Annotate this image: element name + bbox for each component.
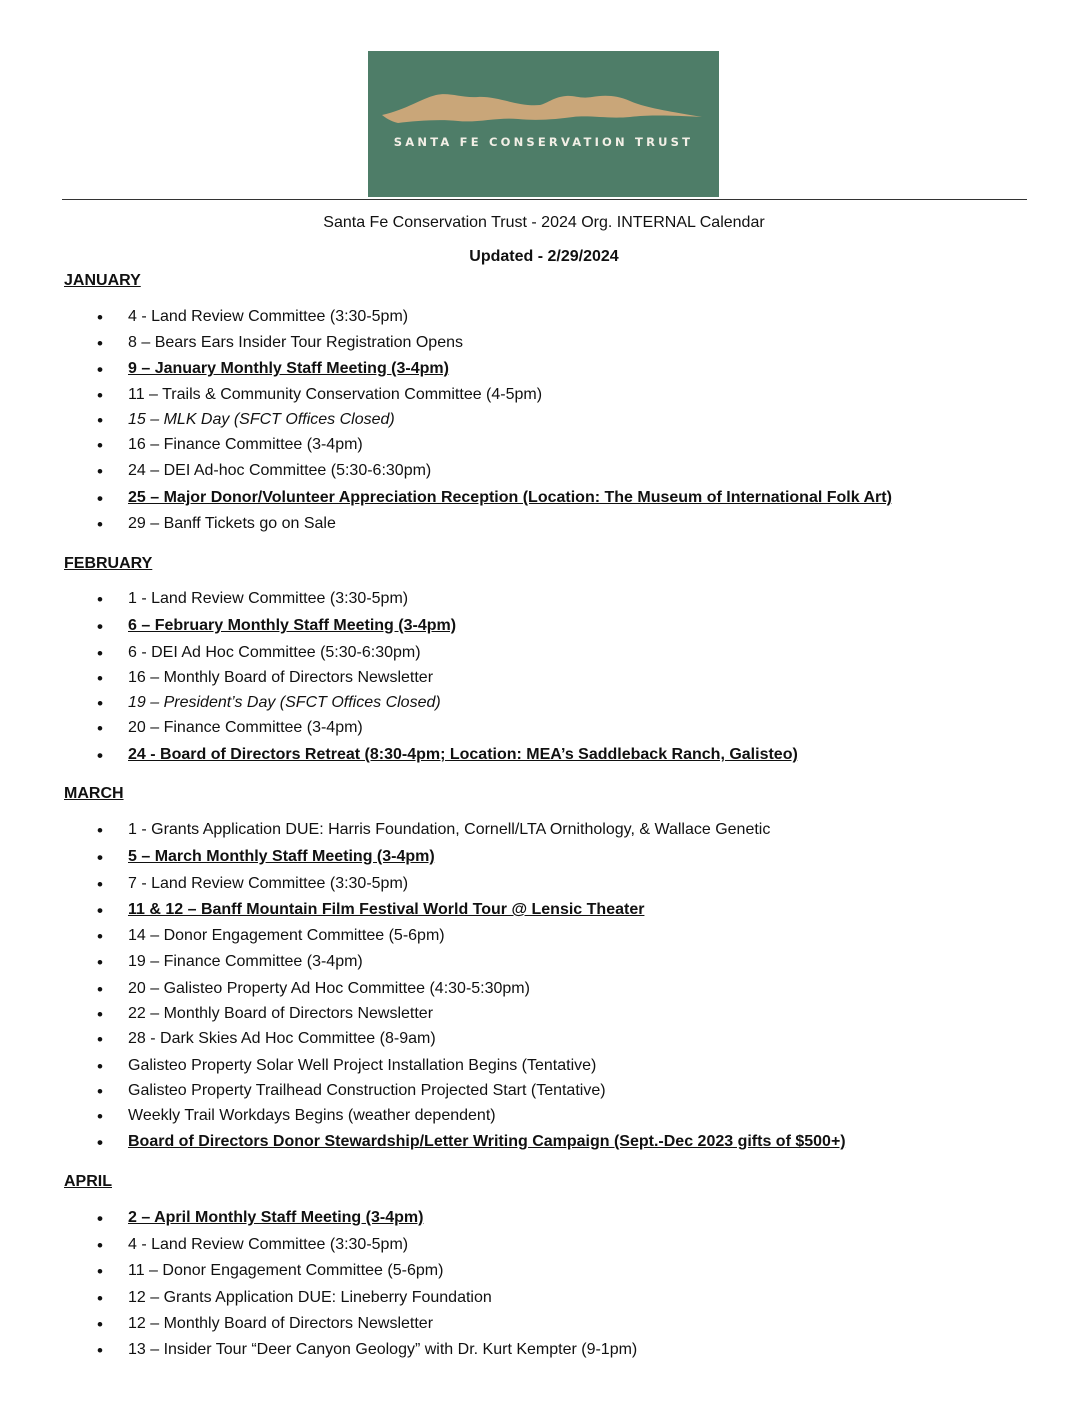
list-item: • 12 – Grants Application DUE: Lineberry Foundation bbox=[0, 1289, 637, 1315]
list-item: • Weekly Trail Workdays Begins (weather dependent) bbox=[0, 1107, 846, 1133]
april-events bbox=[0, 1209, 637, 1367]
month-heading-april: APRIL bbox=[64, 1173, 112, 1190]
list-item: • 20 – Galisteo Property Ad Hoc Committee (4:30-5:30pm) bbox=[0, 980, 846, 1005]
month-heading-february: FEBRUARY bbox=[64, 555, 153, 572]
list-item: • 11 – Trails & Community Conservation Committee (4-5pm) bbox=[0, 386, 892, 411]
list-item: • 20 – Finance Committee (3-4pm) bbox=[0, 719, 798, 746]
list-item: • 11 & 12 – Banff Mountain Film Festival World Tour @ Lensic Theater bbox=[0, 901, 846, 927]
list-item: • 19 – President’s Day (SFCT Offices Closed) bbox=[0, 694, 798, 719]
list-item: • 19 – Finance Committee (3-4pm) bbox=[0, 953, 846, 980]
list-item: • Board of Directors Donor Stewardship/Letter Writing Campaign (Sept.-Dec 2023 gifts of $500+) bbox=[0, 1133, 846, 1159]
list-item: • Galisteo Property Trailhead Construction Projected Start (Tentative) bbox=[0, 1082, 846, 1107]
document-title: Santa Fe Conservation Trust - 2024 Org. INTERNAL Calendar bbox=[323, 214, 765, 231]
month-heading-january: JANUARY bbox=[64, 272, 141, 289]
organization-logo bbox=[368, 51, 719, 197]
list-item: • 4 - Land Review Committee (3:30-5pm) bbox=[0, 308, 892, 334]
list-item: • 12 – Monthly Board of Directors Newsletter bbox=[0, 1315, 637, 1341]
list-item: • 2 – April Monthly Staff Meeting (3-4pm) bbox=[0, 1209, 637, 1236]
mountain-logo-icon bbox=[368, 51, 719, 197]
list-item: • 1 - Grants Application DUE: Harris Foundation, Cornell/LTA Ornithology, & Wallace Genetic bbox=[0, 821, 846, 848]
list-item: • 7 - Land Review Committee (3:30-5pm) bbox=[0, 875, 846, 901]
list-item: • 14 – Donor Engagement Committee (5-6pm) bbox=[0, 927, 846, 953]
list-item: • 9 – January Monthly Staff Meeting (3-4pm) bbox=[0, 360, 892, 386]
list-item: • 6 - DEI Ad Hoc Committee (5:30-6:30pm) bbox=[0, 644, 798, 669]
february-events bbox=[0, 590, 798, 772]
list-item: • 5 – March Monthly Staff Meeting (3-4pm) bbox=[0, 848, 846, 875]
march-events bbox=[0, 821, 846, 1159]
list-item: • Galisteo Property Solar Well Project Installation Begins (Tentative) bbox=[0, 1057, 846, 1082]
logo-wordmark: SANTA FE CONSERVATION TRUST bbox=[393, 135, 694, 149]
list-item: • 28 - Dark Skies Ad Hoc Committee (8-9am) bbox=[0, 1030, 846, 1057]
list-item: • 11 – Donor Engagement Committee (5-6pm) bbox=[0, 1262, 637, 1289]
january-events bbox=[0, 308, 892, 541]
list-item: • 16 – Monthly Board of Directors Newsletter bbox=[0, 669, 798, 694]
list-item: • 13 – Insider Tour “Deer Canyon Geology” with Dr. Kurt Kempter (9-1pm) bbox=[0, 1341, 637, 1367]
list-item: • 24 – DEI Ad-hoc Committee (5:30-6:30pm) bbox=[0, 462, 892, 489]
list-item: • 1 - Land Review Committee (3:30-5pm) bbox=[0, 590, 798, 617]
list-item: • 16 – Finance Committee (3-4pm) bbox=[0, 436, 892, 462]
list-item: • 29 – Banff Tickets go on Sale bbox=[0, 515, 892, 541]
list-item: • 6 – February Monthly Staff Meeting (3-4pm) bbox=[0, 617, 798, 644]
month-heading-march: MARCH bbox=[64, 785, 124, 802]
list-item: • 22 – Monthly Board of Directors Newsletter bbox=[0, 1005, 846, 1030]
list-item: • 15 – MLK Day (SFCT Offices Closed) bbox=[0, 411, 892, 436]
list-item: • 24 - Board of Directors Retreat (8:30-4pm; Location: MEA’s Saddleback Ranch, Galisteo) bbox=[0, 746, 798, 772]
list-item: • 8 – Bears Ears Insider Tour Registration Opens bbox=[0, 334, 892, 360]
list-item: • 4 - Land Review Committee (3:30-5pm) bbox=[0, 1236, 637, 1262]
updated-date: Updated - 2/29/2024 bbox=[469, 248, 619, 265]
header-divider bbox=[62, 199, 1027, 200]
list-item: • 25 – Major Donor/Volunteer Appreciation Reception (Location: The Museum of International Folk Art) bbox=[0, 489, 892, 515]
